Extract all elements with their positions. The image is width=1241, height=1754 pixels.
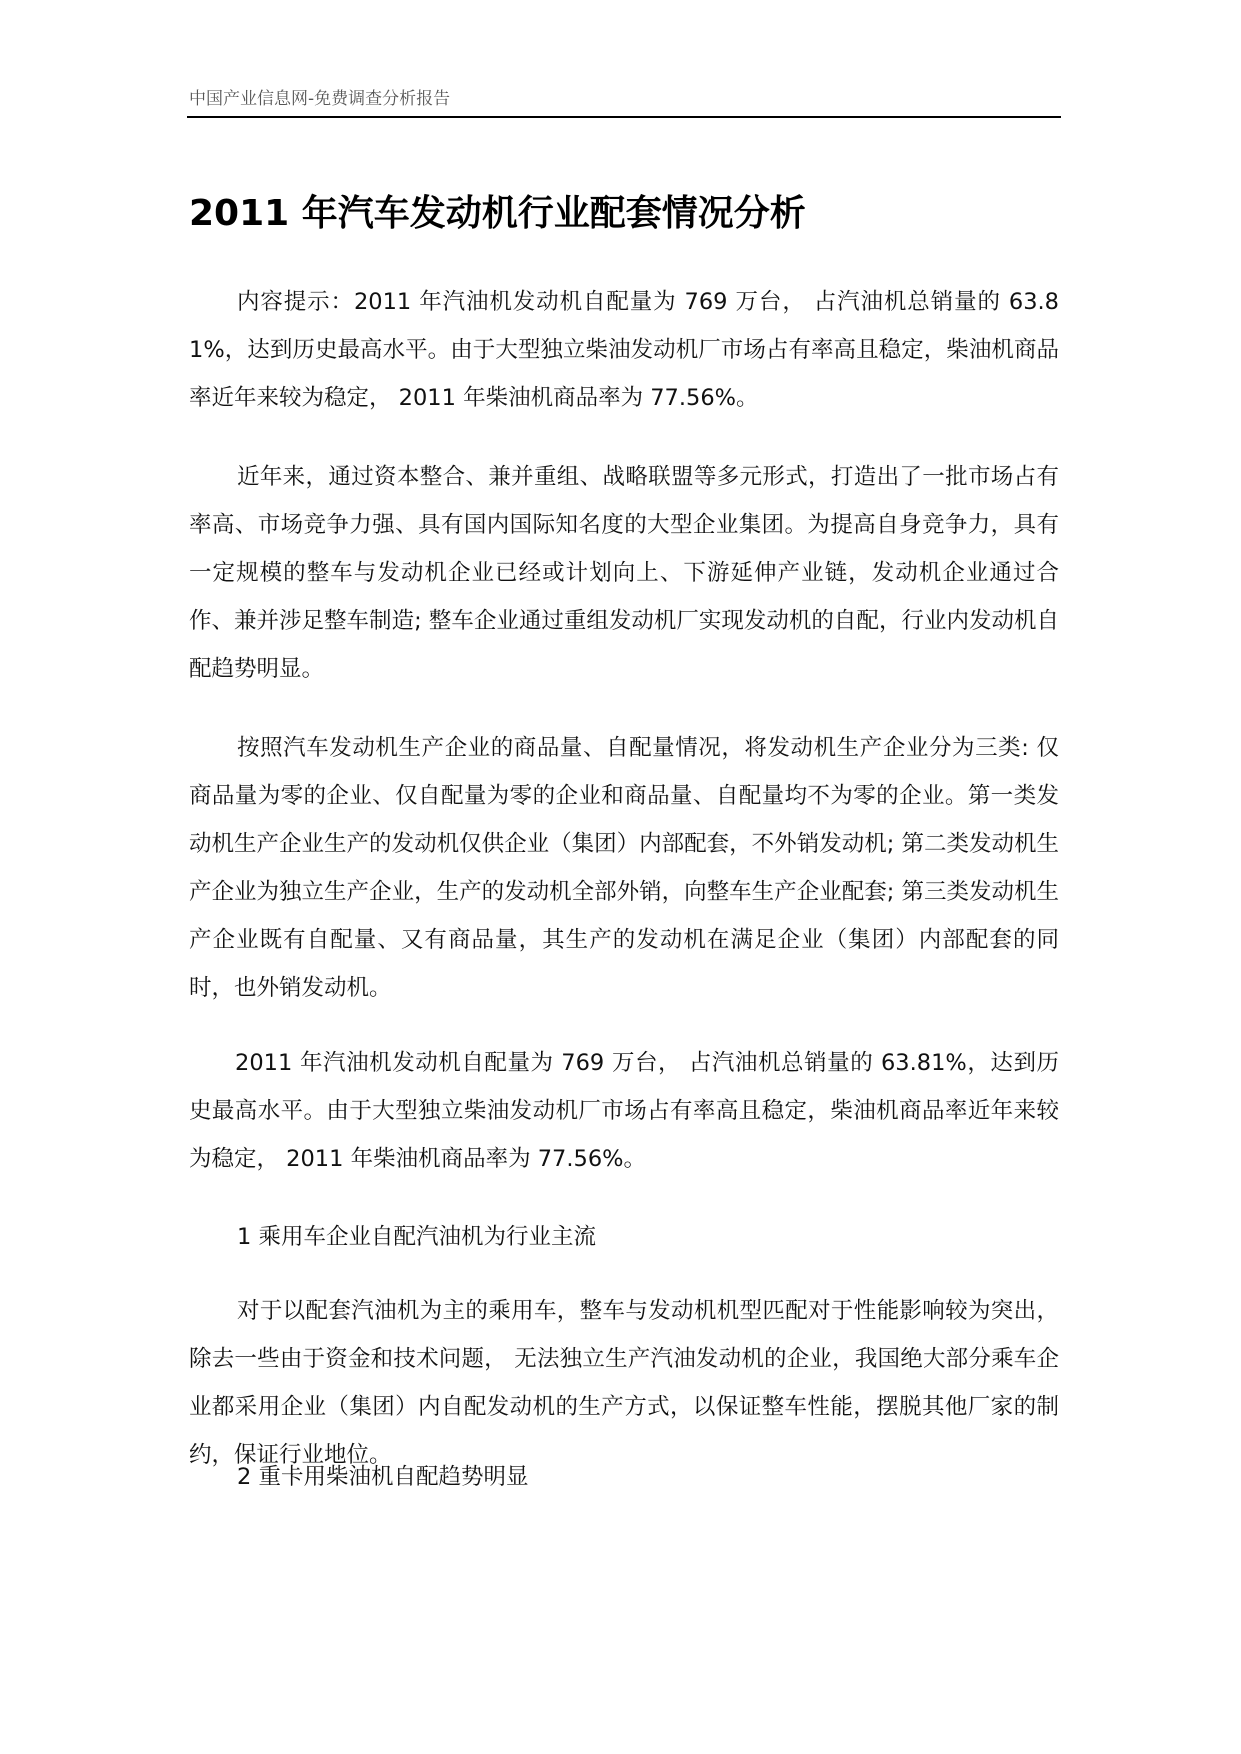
header-text: 中国产业信息网-免费调查分析报告 — [189, 89, 451, 109]
section-heading-passenger-car: 1 乘用车企业自配汽油机为行业主流 — [237, 1224, 596, 1250]
section-heading-heavy-truck: 2 重卡用柴油机自配趋势明显 — [237, 1464, 529, 1490]
paragraph-summary: 内容提示：2011 年汽油机发动机自配量为 769 万台， 占汽油机总销量的 63.81%，达到历史最高水平。由于大型独立柴油发动机厂市场占有率高且稳定，柴油机商品率近年来较为稳定， 2011 年柴油机商品率为 77.56%。 — [189, 289, 1059, 411]
paragraph-passenger-car: 对于以配套汽油机为主的乘用车，整车与发动机机型匹配对于性能影响较为突出，除去一些由于资金和技术问题， 无法独立生产汽油发动机的企业，我国绝大部分乘车企业都采用企业（集团）内自配发动机的生产方式，以保证整车性能，摆脱其他厂家的制约，保证行业地位。 — [189, 1298, 1059, 1468]
paragraph-self-supply-stats: 2011 年汽油机发动机自配量为 769 万台， 占汽油机总销量的 63.81%，达到历史最高水平。由于大型独立柴油发动机厂市场占有率高且稳定，柴油机商品率近年来较为稳定， 2011 年柴油机商品率为 77.56%。 — [189, 1050, 1059, 1172]
paragraph-industry-integration: 近年来，通过资本整合、兼并重组、战略联盟等多元形式，打造出了一批市场占有率高、市场竞争力强、具有国内国际知名度的大型企业集团。为提高自身竞争力，具有一定规模的整车与发动机企业已经或计划向上、下游延伸产业链，发动机企业通过合作、兼并涉足整车制造; 整车企业通过重组发动机厂实现发动机的自配，行业内发动机自配趋势明显。 — [189, 464, 1060, 682]
page-header — [187, 84, 1061, 118]
document-title: 2011 年汽车发动机行业配套情况分析 — [189, 193, 806, 234]
paragraph-enterprise-classification: 按照汽车发动机生产企业的商品量、自配量情况，将发动机生产企业分为三类: 仅商品量为零的企业、仅自配量为零的企业和商品量、自配量均不为零的企业。第一类发动机生产企业生产的发动机仅供企业（集团）内部配套，不外销发动机; 第二类发动机生产企业为独立生产企业，生产的发动机全部外销，向整车生产企业配套; 第三类发动机生产企业既有自配量、又有商品量，其生产的发动机在满足企业（集团）内部配套的同时，也外销发动机。 — [189, 735, 1060, 1001]
